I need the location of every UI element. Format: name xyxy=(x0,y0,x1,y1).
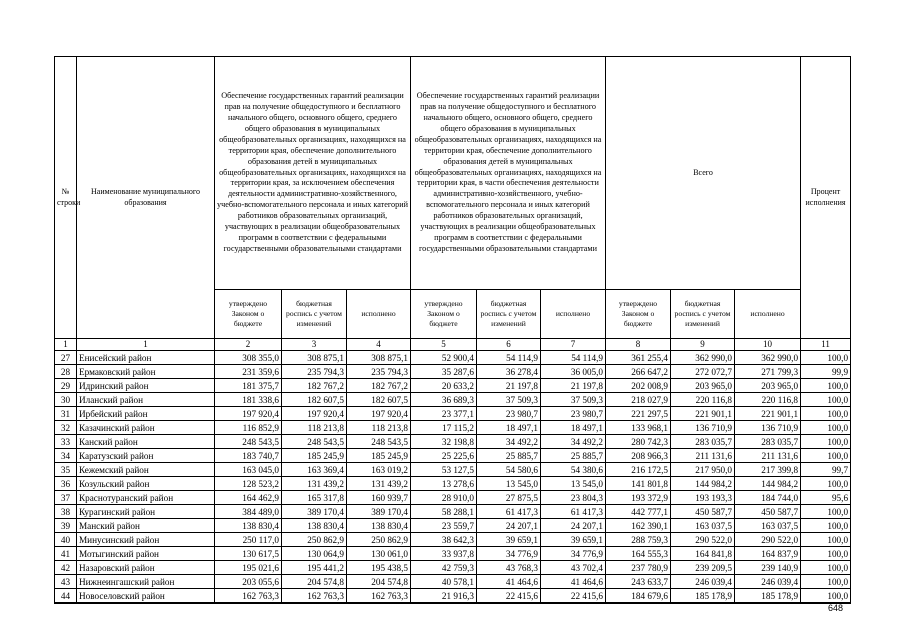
executed-2-cell: 37 509,3 xyxy=(541,393,606,407)
executed-total-cell: 246 039,4 xyxy=(735,575,801,589)
approved-2-cell: 33 937,8 xyxy=(411,547,477,561)
percent-executed-cell: 95,6 xyxy=(801,491,851,505)
row-number-cell: 27 xyxy=(55,351,77,365)
approved-total-cell: 237 780,9 xyxy=(606,561,671,575)
table-row xyxy=(55,561,851,575)
executed-1-cell: 235 794,3 xyxy=(347,365,411,379)
executed-2-cell: 25 885,7 xyxy=(541,449,606,463)
executed-1-cell: 389 170,4 xyxy=(347,505,411,519)
percent-executed-cell: 100,0 xyxy=(801,421,851,435)
budget-list-1-cell: 118 213,8 xyxy=(282,421,347,435)
executed-1-cell: 195 438,5 xyxy=(347,561,411,575)
budget-list-1-cell: 248 543,5 xyxy=(282,435,347,449)
executed-1-cell: 250 862,9 xyxy=(347,533,411,547)
budget-list-2-cell: 23 980,7 xyxy=(477,407,541,421)
budget-list-total-cell: 193 193,3 xyxy=(671,491,735,505)
row-number-cell: 39 xyxy=(55,519,77,533)
table-row xyxy=(55,407,851,421)
column-number: 1 xyxy=(55,339,77,351)
budget-list-total-cell: 185 178,9 xyxy=(671,589,735,604)
approved-1-cell: 116 852,9 xyxy=(215,421,282,435)
budget-list-2-cell: 13 545,0 xyxy=(477,477,541,491)
approved-total-cell: 221 297,5 xyxy=(606,407,671,421)
executed-total-cell: 211 131,6 xyxy=(735,449,801,463)
executed-2-cell: 41 464,6 xyxy=(541,575,606,589)
executed-total-cell: 362 990,0 xyxy=(735,351,801,365)
budget-list-1-cell: 130 064,9 xyxy=(282,547,347,561)
column-number: 11 xyxy=(801,339,851,351)
table-row xyxy=(55,379,851,393)
executed-2-cell: 39 659,1 xyxy=(541,533,606,547)
budget-list-2-cell: 36 278,4 xyxy=(477,365,541,379)
approved-total-cell: 141 801,8 xyxy=(606,477,671,491)
budget-list-1-cell: 131 439,2 xyxy=(282,477,347,491)
approved-total-cell: 361 255,4 xyxy=(606,351,671,365)
percent-executed-cell: 99,9 xyxy=(801,365,851,379)
approved-1-cell: 384 489,0 xyxy=(215,505,282,519)
executed-2-cell: 18 497,1 xyxy=(541,421,606,435)
budget-list-1-cell: 204 574,8 xyxy=(282,575,347,589)
approved-1-cell: 163 045,0 xyxy=(215,463,282,477)
table-row xyxy=(55,547,851,561)
budget-list-2-cell: 39 659,1 xyxy=(477,533,541,547)
budget-list-header: бюджетная роспись с учетом изменений xyxy=(671,290,735,339)
percent-executed-cell: 100,0 xyxy=(801,519,851,533)
table-row xyxy=(55,421,851,435)
executed-total-cell: 450 587,7 xyxy=(735,505,801,519)
table-row xyxy=(55,365,851,379)
approved-2-cell: 52 900,4 xyxy=(411,351,477,365)
budget-list-1-cell: 182 767,2 xyxy=(282,379,347,393)
approved-2-cell: 32 198,8 xyxy=(411,435,477,449)
table-row xyxy=(55,449,851,463)
budget-list-total-cell: 290 522,0 xyxy=(671,533,735,547)
row-number-cell: 33 xyxy=(55,435,77,449)
executed-total-cell: 283 035,7 xyxy=(735,435,801,449)
municipality-name-cell: Назаровский район xyxy=(77,561,215,575)
table-row xyxy=(55,463,851,477)
table-row xyxy=(55,351,851,365)
executed-1-cell: 308 875,1 xyxy=(347,351,411,365)
approved-header: утверждено Законом о бюджете xyxy=(606,290,671,339)
row-number-cell: 41 xyxy=(55,547,77,561)
executed-2-cell: 24 207,1 xyxy=(541,519,606,533)
approved-1-cell: 130 617,5 xyxy=(215,547,282,561)
approved-2-cell: 42 759,3 xyxy=(411,561,477,575)
executed-1-cell: 182 607,5 xyxy=(347,393,411,407)
budget-list-2-cell: 27 875,5 xyxy=(477,491,541,505)
row-number-cell: 37 xyxy=(55,491,77,505)
executed-total-cell: 239 140,9 xyxy=(735,561,801,575)
budget-list-1-cell: 308 875,1 xyxy=(282,351,347,365)
table-row xyxy=(55,575,851,589)
budget-list-total-cell: 211 131,6 xyxy=(671,449,735,463)
approved-total-cell: 280 742,3 xyxy=(606,435,671,449)
approved-1-cell: 197 920,4 xyxy=(215,407,282,421)
executed-1-cell: 204 574,8 xyxy=(347,575,411,589)
budget-list-1-cell: 235 794,3 xyxy=(282,365,347,379)
budget-list-1-cell: 165 317,8 xyxy=(282,491,347,505)
executed-1-cell: 162 763,3 xyxy=(347,589,411,604)
budget-list-2-cell: 61 417,3 xyxy=(477,505,541,519)
executed-1-cell: 160 939,7 xyxy=(347,491,411,505)
column-number: 7 xyxy=(541,339,606,351)
executed-1-cell: 130 061,0 xyxy=(347,547,411,561)
executed-1-cell: 118 213,8 xyxy=(347,421,411,435)
executed-2-cell: 13 545,0 xyxy=(541,477,606,491)
approved-total-cell: 442 777,1 xyxy=(606,505,671,519)
executed-2-cell: 21 197,8 xyxy=(541,379,606,393)
group2-header: Обеспечение государственных гарантий реализации прав на получение общедоступного и бесплатного начального общего, основного общего, среднего общего образования в муниципальных общеобразовательных организациях, находящихся на территории края, обеспечение дополнительного образования детей в муниципальных общеобразовательных организациях, находящихся на территории края, в части обеспечения деятельности административно-хозяйственного, учебно-вспомогательного персонала и иных категорий работников образовательных организаций, участвующих в реализации общеобразовательных программ в соответствии с федеральными государственными образовательными стандартами xyxy=(411,57,606,290)
budget-list-2-cell: 54 580,6 xyxy=(477,463,541,477)
budget-list-2-cell: 25 885,7 xyxy=(477,449,541,463)
executed-total-cell: 164 837,9 xyxy=(735,547,801,561)
executed-2-cell: 23 804,3 xyxy=(541,491,606,505)
budget-list-1-cell: 182 607,5 xyxy=(282,393,347,407)
budget-list-total-cell: 283 035,7 xyxy=(671,435,735,449)
approved-total-cell: 164 555,3 xyxy=(606,547,671,561)
executed-total-cell: 144 984,2 xyxy=(735,477,801,491)
budget-list-total-cell: 203 965,0 xyxy=(671,379,735,393)
executed-2-cell: 54 380,6 xyxy=(541,463,606,477)
executed-2-cell: 34 492,2 xyxy=(541,435,606,449)
approved-1-cell: 181 338,6 xyxy=(215,393,282,407)
column-number: 3 xyxy=(282,339,347,351)
municipality-name-cell: Кежемский район xyxy=(77,463,215,477)
executed-1-cell: 131 439,2 xyxy=(347,477,411,491)
executed-total-cell: 203 965,0 xyxy=(735,379,801,393)
approved-1-cell: 308 355,0 xyxy=(215,351,282,365)
approved-1-cell: 162 763,3 xyxy=(215,589,282,604)
approved-2-cell: 35 287,6 xyxy=(411,365,477,379)
table-row xyxy=(55,505,851,519)
budget-list-2-cell: 43 768,3 xyxy=(477,561,541,575)
municipality-name-cell: Идринский район xyxy=(77,379,215,393)
municipality-name-cell: Ирбейский район xyxy=(77,407,215,421)
column-number: 5 xyxy=(411,339,477,351)
percent-executed-cell: 100,0 xyxy=(801,561,851,575)
executed-total-cell: 136 710,9 xyxy=(735,421,801,435)
executed-total-cell: 221 901,1 xyxy=(735,407,801,421)
row-number-cell: 32 xyxy=(55,421,77,435)
municipality-name-header: Наименование муниципального образования xyxy=(77,57,215,339)
municipality-name-cell: Минусинский район xyxy=(77,533,215,547)
total-header: Всего xyxy=(606,57,801,290)
budget-list-2-cell: 34 492,2 xyxy=(477,435,541,449)
approved-2-cell: 23 377,1 xyxy=(411,407,477,421)
percent-executed-cell: 100,0 xyxy=(801,477,851,491)
municipality-name-cell: Новоселовский район xyxy=(77,589,215,604)
executed-1-cell: 248 543,5 xyxy=(347,435,411,449)
approved-2-cell: 53 127,5 xyxy=(411,463,477,477)
executed-total-cell: 220 116,8 xyxy=(735,393,801,407)
table-row xyxy=(55,393,851,407)
approved-total-cell: 216 172,5 xyxy=(606,463,671,477)
percent-executed-cell: 100,0 xyxy=(801,407,851,421)
table-row xyxy=(55,519,851,533)
budget-list-1-cell: 185 245,9 xyxy=(282,449,347,463)
column-number: 2 xyxy=(215,339,282,351)
budget-list-1-cell: 389 170,4 xyxy=(282,505,347,519)
municipality-name-cell: Енисейский район xyxy=(77,351,215,365)
approved-header: утверждено Законом о бюджете xyxy=(215,290,282,339)
budget-list-1-cell: 197 920,4 xyxy=(282,407,347,421)
executed-1-cell: 182 767,2 xyxy=(347,379,411,393)
percent-executed-cell: 100,0 xyxy=(801,505,851,519)
row-number-cell: 35 xyxy=(55,463,77,477)
approved-2-cell: 36 689,3 xyxy=(411,393,477,407)
municipality-name-cell: Краснотуранский район xyxy=(77,491,215,505)
budget-list-1-cell: 195 441,2 xyxy=(282,561,347,575)
approved-2-cell: 21 916,3 xyxy=(411,589,477,604)
approved-total-cell: 208 966,3 xyxy=(606,449,671,463)
percent-header: Процент исполнения xyxy=(801,57,851,339)
group1-header: Обеспечение государственных гарантий реализации прав на получение общедоступного и бесплатного начального общего, основного общего, среднего общего образования в муниципальных общеобразовательных организациях, находящихся на территории края, обеспечение дополнительного образования детей в муниципальных общеобразовательных организациях, находящихся на территории края, за исключением обеспечения деятельности административно-хозяйственного, учебно-вспомогательного персонала и иных категорий работников образовательных организаций, участвующих в реализации общеобразовательных программ в соответствии с федеральными государственными образовательными стандартами xyxy=(215,57,411,290)
executed-1-cell: 163 019,2 xyxy=(347,463,411,477)
municipality-name-cell: Манский район xyxy=(77,519,215,533)
column-number: 6 xyxy=(477,339,541,351)
approved-total-cell: 243 633,7 xyxy=(606,575,671,589)
budget-list-header: бюджетная роспись с учетом изменений xyxy=(477,290,541,339)
table-row xyxy=(55,477,851,491)
page-number: 648 xyxy=(828,603,844,613)
approved-1-cell: 164 462,9 xyxy=(215,491,282,505)
table-row xyxy=(55,435,851,449)
column-number: 4 xyxy=(347,339,411,351)
percent-executed-cell: 100,0 xyxy=(801,379,851,393)
approved-2-cell: 40 578,1 xyxy=(411,575,477,589)
municipality-name-cell: Каратузский район xyxy=(77,449,215,463)
executed-header: исполнено xyxy=(735,290,801,339)
approved-1-cell: 195 021,6 xyxy=(215,561,282,575)
budget-list-2-cell: 18 497,1 xyxy=(477,421,541,435)
approved-1-cell: 250 117,0 xyxy=(215,533,282,547)
approved-total-cell: 133 968,1 xyxy=(606,421,671,435)
executed-2-cell: 23 980,7 xyxy=(541,407,606,421)
executed-header: исполнено xyxy=(541,290,606,339)
approved-total-cell: 202 008,9 xyxy=(606,379,671,393)
budget-list-1-cell: 163 369,4 xyxy=(282,463,347,477)
executed-total-cell: 217 399,8 xyxy=(735,463,801,477)
approved-1-cell: 203 055,6 xyxy=(215,575,282,589)
table-row xyxy=(55,533,851,547)
budget-list-2-cell: 21 197,8 xyxy=(477,379,541,393)
approved-2-cell: 58 288,1 xyxy=(411,505,477,519)
municipality-name-cell: Мотыгинский район xyxy=(77,547,215,561)
approved-1-cell: 248 543,5 xyxy=(215,435,282,449)
budget-list-total-cell: 136 710,9 xyxy=(671,421,735,435)
municipality-name-cell: Канский район xyxy=(77,435,215,449)
approved-2-cell: 28 910,0 xyxy=(411,491,477,505)
budget-list-total-cell: 362 990,0 xyxy=(671,351,735,365)
executed-total-cell: 184 744,0 xyxy=(735,491,801,505)
budget-list-total-cell: 246 039,4 xyxy=(671,575,735,589)
municipality-name-cell: Казачинский район xyxy=(77,421,215,435)
executed-2-cell: 36 005,0 xyxy=(541,365,606,379)
approved-header: утверждено Законом о бюджете xyxy=(411,290,477,339)
budget-list-total-cell: 221 901,1 xyxy=(671,407,735,421)
executed-1-cell: 185 245,9 xyxy=(347,449,411,463)
executed-total-cell: 185 178,9 xyxy=(735,589,801,604)
approved-total-cell: 266 647,2 xyxy=(606,365,671,379)
approved-2-cell: 38 642,3 xyxy=(411,533,477,547)
approved-1-cell: 138 830,4 xyxy=(215,519,282,533)
approved-total-cell: 193 372,9 xyxy=(606,491,671,505)
budget-list-2-cell: 41 464,6 xyxy=(477,575,541,589)
executed-2-cell: 54 114,9 xyxy=(541,351,606,365)
percent-executed-cell: 100,0 xyxy=(801,547,851,561)
percent-executed-cell: 100,0 xyxy=(801,393,851,407)
percent-executed-cell: 99,7 xyxy=(801,463,851,477)
budget-list-total-cell: 217 950,0 xyxy=(671,463,735,477)
approved-total-cell: 218 027,9 xyxy=(606,393,671,407)
budget-list-2-cell: 24 207,1 xyxy=(477,519,541,533)
percent-executed-cell: 100,0 xyxy=(801,435,851,449)
executed-header: исполнено xyxy=(347,290,411,339)
approved-2-cell: 25 225,6 xyxy=(411,449,477,463)
table-body xyxy=(55,351,851,604)
executed-2-cell: 61 417,3 xyxy=(541,505,606,519)
approved-1-cell: 231 359,6 xyxy=(215,365,282,379)
budget-list-2-cell: 22 415,6 xyxy=(477,589,541,604)
column-number: 8 xyxy=(606,339,671,351)
approved-2-cell: 23 559,7 xyxy=(411,519,477,533)
executed-1-cell: 197 920,4 xyxy=(347,407,411,421)
row-number-cell: 38 xyxy=(55,505,77,519)
percent-executed-cell: 100,0 xyxy=(801,533,851,547)
municipality-name-cell: Иланский район xyxy=(77,393,215,407)
municipality-name-cell: Курагинский район xyxy=(77,505,215,519)
approved-2-cell: 20 633,2 xyxy=(411,379,477,393)
budget-list-2-cell: 54 114,9 xyxy=(477,351,541,365)
table-row xyxy=(55,589,851,604)
column-number: 9 xyxy=(671,339,735,351)
budget-list-1-cell: 138 830,4 xyxy=(282,519,347,533)
budget-list-header: бюджетная роспись с учетом изменений xyxy=(282,290,347,339)
approved-1-cell: 181 375,7 xyxy=(215,379,282,393)
approved-total-cell: 162 390,1 xyxy=(606,519,671,533)
budget-list-total-cell: 239 209,5 xyxy=(671,561,735,575)
row-number-cell: 43 xyxy=(55,575,77,589)
budget-list-total-cell: 220 116,8 xyxy=(671,393,735,407)
approved-total-cell: 184 679,6 xyxy=(606,589,671,604)
municipality-name-cell: Нижнеингашский район xyxy=(77,575,215,589)
approved-total-cell: 288 759,3 xyxy=(606,533,671,547)
row-number-cell: 29 xyxy=(55,379,77,393)
municipality-name-cell: Козульский район xyxy=(77,477,215,491)
row-number-cell: 31 xyxy=(55,407,77,421)
budget-execution-table xyxy=(54,56,851,604)
row-number-cell: 34 xyxy=(55,449,77,463)
budget-list-2-cell: 34 776,9 xyxy=(477,547,541,561)
executed-total-cell: 271 799,3 xyxy=(735,365,801,379)
percent-executed-cell: 100,0 xyxy=(801,449,851,463)
approved-2-cell: 13 278,6 xyxy=(411,477,477,491)
row-number-cell: 42 xyxy=(55,561,77,575)
percent-executed-cell: 100,0 xyxy=(801,589,851,604)
budget-list-total-cell: 450 587,7 xyxy=(671,505,735,519)
column-number: 10 xyxy=(735,339,801,351)
row-number-cell: 36 xyxy=(55,477,77,491)
approved-1-cell: 183 740,7 xyxy=(215,449,282,463)
approved-1-cell: 128 523,2 xyxy=(215,477,282,491)
executed-1-cell: 138 830,4 xyxy=(347,519,411,533)
executed-2-cell: 43 702,4 xyxy=(541,561,606,575)
row-number-cell: 40 xyxy=(55,533,77,547)
percent-executed-cell: 100,0 xyxy=(801,351,851,365)
municipality-name-cell: Ермаковский район xyxy=(77,365,215,379)
approved-2-cell: 17 115,2 xyxy=(411,421,477,435)
budget-list-total-cell: 163 037,5 xyxy=(671,519,735,533)
budget-list-total-cell: 164 841,8 xyxy=(671,547,735,561)
table-header xyxy=(55,57,851,351)
budget-list-1-cell: 162 763,3 xyxy=(282,589,347,604)
budget-list-2-cell: 37 509,3 xyxy=(477,393,541,407)
row-number-cell: 28 xyxy=(55,365,77,379)
budget-list-1-cell: 250 862,9 xyxy=(282,533,347,547)
percent-executed-cell: 100,0 xyxy=(801,575,851,589)
executed-total-cell: 290 522,0 xyxy=(735,533,801,547)
row-number-cell: 30 xyxy=(55,393,77,407)
executed-2-cell: 22 415,6 xyxy=(541,589,606,604)
table-row xyxy=(55,491,851,505)
executed-total-cell: 163 037,5 xyxy=(735,519,801,533)
column-number: 1 xyxy=(77,339,215,351)
row-number-cell: 44 xyxy=(55,589,77,604)
executed-2-cell: 34 776,9 xyxy=(541,547,606,561)
budget-list-total-cell: 272 072,7 xyxy=(671,365,735,379)
row-number-header: № строки xyxy=(55,57,77,339)
budget-list-total-cell: 144 984,2 xyxy=(671,477,735,491)
column-numbers-row xyxy=(55,339,851,351)
